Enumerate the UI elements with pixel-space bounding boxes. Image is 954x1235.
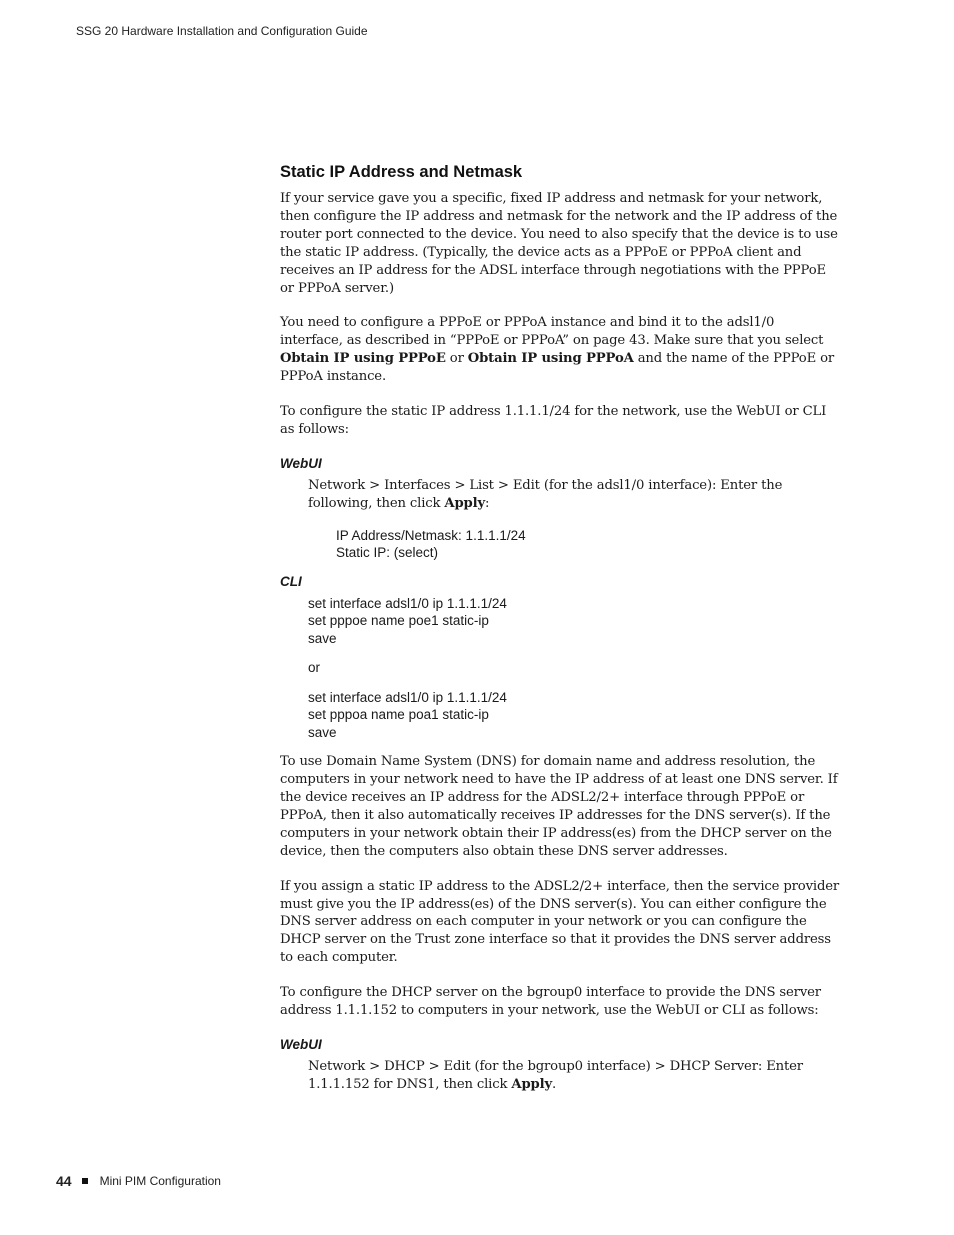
- page-footer: [56, 1173, 221, 1189]
- nav-path: Network > Interfaces > List > Edit (for the adsl1/0 interface): Enter the following, then click: [308, 477, 783, 511]
- cli-block-pppoa: [308, 689, 840, 742]
- webui-instructions: [308, 477, 840, 513]
- paragraph-dhcp-config: To configure the DHCP server on the bgroup0 interface to provide the DNS server address 1.1.1.152 to computers in your network, use the WebUI or CLI as follows:: [280, 985, 821, 1019]
- text: and the name of the PPPoE or PPPoA instance.: [280, 351, 835, 385]
- cli-line: set interface adsl1/0 ip 1.1.1.1/24: [308, 689, 507, 705]
- paragraph-dns-static: If you assign a static IP address to the ADSL2/2+ interface, then the service provider must give you the IP address(es) of the DNS server(s). You can either configure the DNS server address on each computer in your network or you can configure the DHCP server on the Trust zone interface so that it provides the DNS server address to each computer.: [280, 878, 840, 966]
- text: .: [551, 1076, 557, 1092]
- text: or: [445, 351, 468, 367]
- cli-or: or: [308, 660, 321, 676]
- text: :: [485, 495, 490, 511]
- running-header: SSG 20 Hardware Installation and Configuration Guide: [76, 24, 368, 38]
- field-ip-netmask: IP Address/Netmask: 1.1.1.1/24: [336, 527, 526, 543]
- cli-line: set interface adsl1/0 ip 1.1.1.1/24: [308, 595, 507, 611]
- webui-label-dhcp: WebUI: [280, 1036, 322, 1052]
- cli-line: save: [308, 630, 337, 646]
- webui-label: WebUI: [280, 455, 322, 471]
- field-static-ip: Static IP: (select): [336, 545, 439, 561]
- cli-line: set pppoa name poa1 static-ip: [308, 707, 489, 723]
- cli-line: save: [308, 724, 337, 740]
- nav-path: Network > DHCP > Edit (for the bgroup0 interface) > DHCP Server: Enter 1.1.1.152 for DNS1, then click: [308, 1058, 803, 1092]
- bullet-square-icon: [82, 1178, 88, 1184]
- bold-term: Obtain IP using PPPoA: [467, 351, 634, 367]
- text: You need to configure a PPPoE or PPPoA instance and bind it to the adsl1/0 interface, as described in “PPPoE or PPPoA” on page 43. Make sure that you select: [280, 315, 824, 349]
- cli-label: CLI: [280, 573, 302, 589]
- apply-term: Apply: [511, 1076, 552, 1092]
- cli-line: set pppoe name poe1 static-ip: [308, 613, 489, 629]
- apply-term: Apply: [444, 495, 486, 511]
- paragraph-dns-intro: To use Domain Name System (DNS) for domain name and address resolution, the computers in your network need to have the IP address of at least one DNS server. If the device receives an IP address for the ADSL2/2+ interface through PPPoE or PPPoA, then it also automatically receives IP addresses for the DNS server(s). If the computers in your network obtain their IP address(es) from the DHCP server on the device, then the computers also obtain these DNS server addresses.: [280, 754, 838, 859]
- chapter-name: Mini PIM Configuration: [99, 1174, 221, 1188]
- webui-fields: [336, 527, 840, 562]
- paragraph-pppoe-instance: [280, 314, 840, 386]
- section-title: Static IP Address and Netmask: [280, 163, 523, 181]
- paragraph-configure-static: To configure the static IP address 1.1.1.1/24 for the network, use the WebUI or CLI as follows:: [280, 404, 827, 437]
- page-content: [280, 163, 840, 1110]
- webui-dhcp-instructions: [308, 1058, 840, 1094]
- paragraph-static-ip-intro: If your service gave you a specific, fixed IP address and netmask for your network, then configure the IP address and netmask for the network and the IP address of the router port connected to the device. You need to also specify that the device is to use the static IP address. (Typically, the device acts as a PPPoE or PPPoA client and receives an IP address for the ADSL interface through negotiations with the PPPoE or PPPoA server.): [280, 191, 838, 296]
- cli-block-pppoe: [308, 595, 840, 648]
- page-number: 44: [56, 1173, 72, 1189]
- bold-term: Obtain IP using PPPoE: [280, 351, 446, 367]
